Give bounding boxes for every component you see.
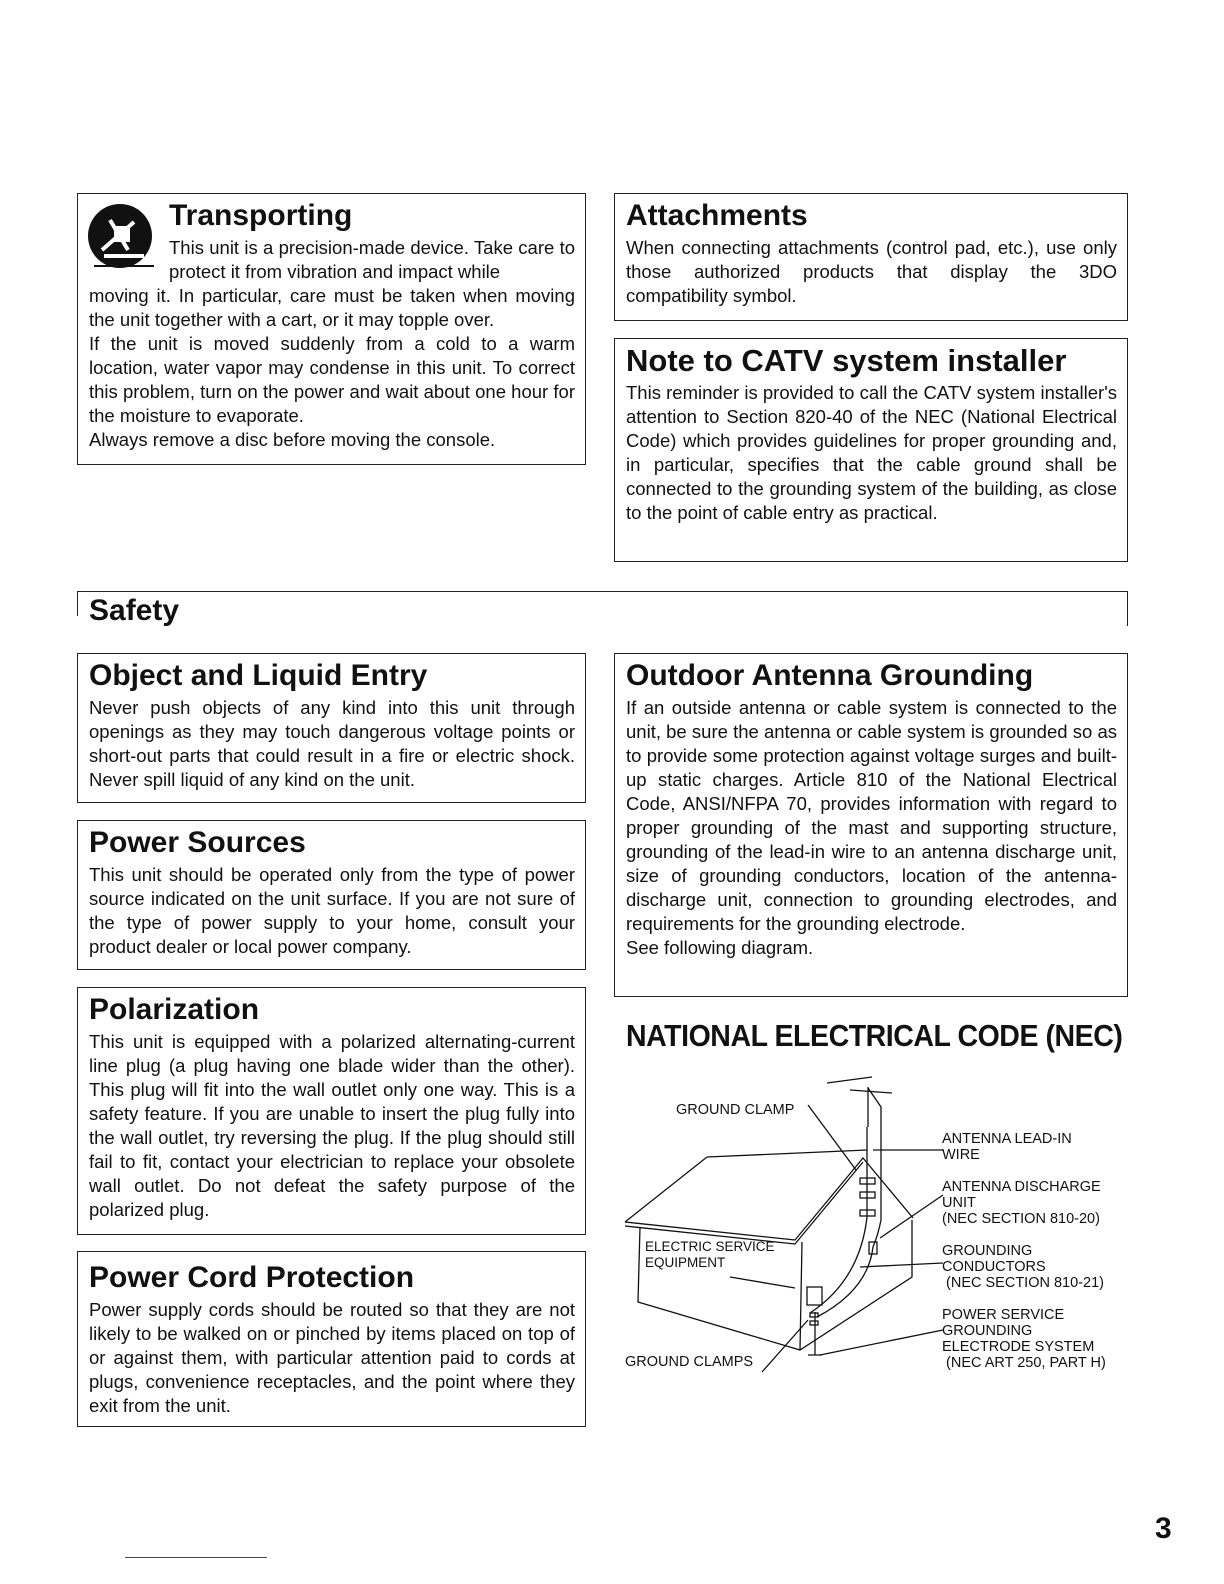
diagram-title: NATIONAL ELECTRICAL CODE (NEC) xyxy=(626,1018,1123,1053)
object-liquid-section xyxy=(77,653,586,803)
power-cord-section xyxy=(77,1251,586,1427)
label-antenna-discharge: ANTENNA DISCHARGE UNIT (NEC SECTION 810-20) xyxy=(942,1179,1101,1227)
section-title: Attachments xyxy=(626,199,808,232)
section-text: If the unit is moved suddenly from a cold to a warm location, water vapor may condense in this unit. To correct this problem, turn on the power and wait about one hour for the moisture to evaporate. xyxy=(89,333,575,426)
section-text: See following diagram. xyxy=(626,937,814,958)
transporting-section xyxy=(77,193,586,465)
section-text: When connecting attachments (control pad, etc.), use only those authorized products that display the 3DO compatibility symbol. xyxy=(626,237,1117,306)
power-sources-section xyxy=(77,820,586,970)
section-text: Never push objects of any kind into this unit through openings as they may touch dangerous voltage points or short-out parts that could result in a fire or electric shock. Never spill liquid of any kind on the unit. xyxy=(89,697,575,790)
outdoor-antenna-section xyxy=(614,653,1128,997)
label-ground-clamp: GROUND CLAMP xyxy=(676,1102,795,1118)
safety-heading: Safety xyxy=(89,594,180,627)
section-text: Always remove a disc before moving the console. xyxy=(89,429,496,450)
label-grounding-conductors: GROUNDING CONDUCTORS (NEC SECTION 810-21) xyxy=(942,1243,1104,1291)
section-title: Polarization xyxy=(89,993,260,1026)
section-text: This unit is a precision-made device. Take care to protect it from vibration and impact while xyxy=(169,237,575,282)
section-title: Note to CATV system installer xyxy=(626,343,1067,378)
section-title: Transporting xyxy=(169,199,353,232)
section-text: Power supply cords should be routed so that they are not likely to be walked on or pinched by items placed on top of or against them, with particular attention paid to cords at plugs, convenience receptacles, and the point where they exit from the unit. xyxy=(89,1299,575,1416)
section-text: moving it. In particular, care must be taken when moving the unit together with a cart, or it may topple over. xyxy=(89,285,575,330)
page-number: 3 xyxy=(1155,1512,1172,1545)
section-title: Power Sources xyxy=(89,826,306,859)
attachments-section xyxy=(614,193,1128,321)
section-text: If an outside antenna or cable system is connected to the unit, be sure the antenna or cable system is grounded so as to provide some protection against voltage surges and built-up static charges. Article 810 of the National Electrical Code, ANSI/NFPA 70, provides information with regard to proper grounding of the mast and supporting structure, grounding of the lead-in wire to an antenna discharge unit, size of grounding conductors, location of the antenna-discharge unit, connection to grounding electrodes, and requirements for the grounding electrode. xyxy=(626,697,1117,934)
polarization-section xyxy=(77,987,586,1235)
footer-rule xyxy=(125,1557,267,1558)
section-title: Outdoor Antenna Grounding xyxy=(626,659,1034,692)
catv-section xyxy=(614,338,1128,562)
safety-divider xyxy=(77,591,1128,592)
label-ground-clamps: GROUND CLAMPS xyxy=(625,1354,754,1370)
label-electric-service: ELECTRIC SERVICE EQUIPMENT xyxy=(645,1239,775,1270)
section-text: This unit should be operated only from the type of power source indicated on the unit surface. If you are not sure of the type of power supply to your home, consult your product dealer or local power company. xyxy=(89,864,575,957)
section-text: This reminder is provided to call the CATV system installer's attention to Section 820-40 of the NEC (National Electrical Code) which provides guidelines for proper grounding and, in particular, specifies that the cable ground shall be connected to the grounding system of the building, as close to the point of cable entry as practical. xyxy=(626,382,1117,523)
label-antenna-lead-in: ANTENNA LEAD-IN WIRE xyxy=(942,1131,1072,1163)
section-title: Object and Liquid Entry xyxy=(89,659,428,692)
section-title: Power Cord Protection xyxy=(89,1261,415,1294)
label-power-service: POWER SERVICE GROUNDING ELECTRODE SYSTEM (NEC ART 250, PART H) xyxy=(942,1307,1106,1371)
section-text: This unit is equipped with a polarized alternating-current line plug (a plug having one blade wider than the other). This plug will fit into the wall outlet only one way. This is a safety feature. If you are unable to insert the plug fully into the wall outlet, try reversing the plug. If the plug should still fail to fit, contact your electrician to replace your obsolete wall outlet. Do not defeat the safety purpose of the polarized plug. xyxy=(89,1031,575,1220)
